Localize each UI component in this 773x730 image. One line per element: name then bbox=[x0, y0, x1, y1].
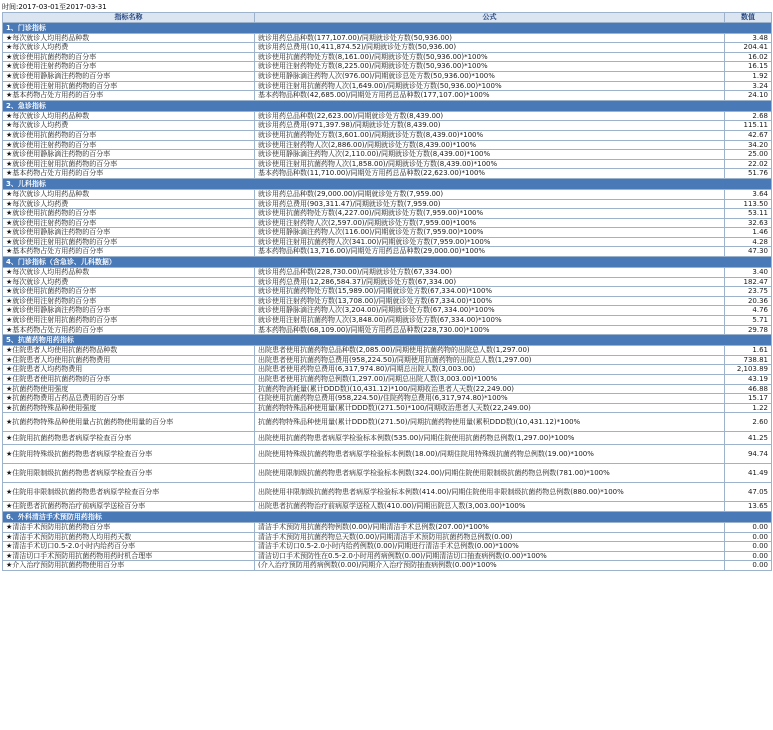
indicator-name-cell: ★就诊使用注射药物的百分率 bbox=[3, 218, 255, 228]
indicator-name-cell: ★清洁切口手术预防用抗菌药物用药时机合理率 bbox=[3, 551, 255, 561]
formula-cell: 就诊使用注射用抗菌药物人次(1,858.00)/同期就诊处方数(8,439.00)*100% bbox=[255, 159, 725, 169]
table-row bbox=[3, 542, 772, 552]
value-cell: 113.50 bbox=[725, 199, 772, 209]
table-row bbox=[3, 384, 772, 394]
table-row bbox=[3, 62, 772, 72]
table-row bbox=[3, 237, 772, 247]
formula-cell: 基本药物品种数(13,716.00)/同期处方用药总品种数(29,000.00)*100% bbox=[255, 247, 725, 257]
table-row bbox=[3, 413, 772, 432]
value-cell: 13.65 bbox=[725, 502, 772, 512]
formula-cell: 就诊用药总品种数(22,623.00)/同期就诊处方数(8,439.00) bbox=[255, 111, 725, 121]
table-row bbox=[3, 130, 772, 140]
table-row bbox=[3, 209, 772, 219]
section-header-row bbox=[3, 100, 772, 111]
value-cell: 2.68 bbox=[725, 111, 772, 121]
table-row bbox=[3, 287, 772, 297]
table-row bbox=[3, 52, 772, 62]
value-cell: 3.64 bbox=[725, 189, 772, 199]
value-cell: 738.81 bbox=[725, 355, 772, 365]
indicator-name-cell: ★清洁手术切口0.5-2.0小时内给药百分率 bbox=[3, 542, 255, 552]
indicator-name-cell: ★就诊使用静脉滴注药物的百分率 bbox=[3, 71, 255, 81]
section-header-row bbox=[3, 511, 772, 522]
indicator-name-cell: ★基本药物占处方用药的百分率 bbox=[3, 247, 255, 257]
formula-cell: 出院使用抗菌药物患者病原学检验标本例数(535.00)/同期住院使用抗菌药物总例数(1,297.00)*100% bbox=[255, 432, 725, 445]
table-row bbox=[3, 111, 772, 121]
indicator-name-cell: ★就诊使用注射药物的百分率 bbox=[3, 62, 255, 72]
formula-cell: 就诊用药总费用(903,311.47)/同期就诊处方数(7,959.00) bbox=[255, 199, 725, 209]
formula-cell: 清洁手术预防用抗菌药物例数(0.00)/同期清洁手术总例数(207.00)*100% bbox=[255, 522, 725, 532]
indicator-name-cell: ★抗菌药物使用强度 bbox=[3, 384, 255, 394]
formula-cell: 就诊使用静脉滴注药物人次(2,110.00)/同期就诊处方数(8,439.00)*100% bbox=[255, 150, 725, 160]
table-row bbox=[3, 71, 772, 81]
indicator-name-cell: ★就诊使用抗菌药物的百分率 bbox=[3, 130, 255, 140]
value-cell: 1.92 bbox=[725, 71, 772, 81]
indicator-name-cell: ★住院患者抗菌药物治疗前病原学送检百分率 bbox=[3, 502, 255, 512]
indicator-name-cell: ★每次就诊人均用药品种数 bbox=[3, 111, 255, 121]
value-cell: 47.30 bbox=[725, 247, 772, 257]
formula-cell: 就诊使用静脉滴注药物人次(976.00)/同期就诊总处方数(50,936.00)*100% bbox=[255, 71, 725, 81]
value-cell: 3.24 bbox=[725, 81, 772, 91]
indicator-name-cell: ★每次就诊人均用药品种数 bbox=[3, 268, 255, 278]
table-row bbox=[3, 277, 772, 287]
table-row bbox=[3, 218, 772, 228]
formula-cell: 出院使用特殊级抗菌药物患者病原学检验标本例数(18.00)/同期住院用特殊级抗菌药物总例数(19.00)*100% bbox=[255, 445, 725, 464]
table-row bbox=[3, 150, 772, 160]
value-cell: 0.00 bbox=[725, 522, 772, 532]
indicator-name-cell: ★每次就诊人均药费 bbox=[3, 199, 255, 209]
section-header-row bbox=[3, 178, 772, 189]
section-header-row bbox=[3, 22, 772, 33]
indicator-name-cell: ★抗菌药物特殊品种使用强度 bbox=[3, 403, 255, 413]
value-cell: 94.74 bbox=[725, 445, 772, 464]
table-row bbox=[3, 394, 772, 404]
formula-cell: 就诊用药总品种数(29,000.00)/同期就诊处方数(7,959.00) bbox=[255, 189, 725, 199]
table-row bbox=[3, 33, 772, 43]
indicator-table bbox=[2, 12, 772, 571]
value-cell: 15.17 bbox=[725, 394, 772, 404]
table-row bbox=[3, 432, 772, 445]
formula-cell: 出院患者使用抗菌药物总费用(958,224.50)/同期使用抗菌药物的出院总人数(1,297.00) bbox=[255, 355, 725, 365]
value-cell: 4.76 bbox=[725, 306, 772, 316]
formula-cell: 清洁手术预防用抗菌药物总天数(0.00)/同期清洁手术预防用抗菌药物总例数(0.00) bbox=[255, 532, 725, 542]
table-row bbox=[3, 189, 772, 199]
formula-cell: 出院使用限制级抗菌药物患者病原学检验标本例数(324.00)/同期住院使用限制级抗菌药物总例数(781.00)*100% bbox=[255, 464, 725, 483]
value-cell: 41.25 bbox=[725, 432, 772, 445]
section-title: 3、儿科指标 bbox=[3, 178, 772, 189]
section-title: 6、外科清洁手术预防用药指标 bbox=[3, 511, 772, 522]
value-cell: 4.28 bbox=[725, 237, 772, 247]
formula-cell: 就诊使用注射药物人次(2,597.00)/同期就诊处方数(7,959.00)*100% bbox=[255, 218, 725, 228]
indicator-name-cell: ★基本药物占处方用药的百分率 bbox=[3, 91, 255, 101]
formula-cell: 就诊用药总品种数(228,730.00)/同期就诊处方数(67,334.00) bbox=[255, 268, 725, 278]
indicator-name-cell: ★就诊使用注射用抗菌药物的百分率 bbox=[3, 237, 255, 247]
section-header-row bbox=[3, 257, 772, 268]
formula-cell: 抗菌药物特殊品种使用量(累计DDD数)(271.50)*100/同期收治患者人天数(22,249.00) bbox=[255, 403, 725, 413]
formula-cell: 就诊使用注射用抗菌药物人次(341.00)/同期就诊处方数(7,959.00)*100% bbox=[255, 237, 725, 247]
table-row bbox=[3, 502, 772, 512]
formula-cell: 出院患者使用抗菌药物总品种数(2,085.00)/同期使用抗菌药物的出院总人数(1,297.00) bbox=[255, 346, 725, 356]
value-cell: 2.60 bbox=[725, 413, 772, 432]
indicator-name-cell: ★清洁手术预防用抗菌药物人均用药天数 bbox=[3, 532, 255, 542]
indicator-name-cell: ★就诊使用抗菌药物的百分率 bbox=[3, 209, 255, 219]
section-title: 1、门诊指标 bbox=[3, 22, 772, 33]
table-row bbox=[3, 346, 772, 356]
value-cell: 20.36 bbox=[725, 296, 772, 306]
table-row bbox=[3, 228, 772, 238]
formula-cell: 就诊用药总费用(10,411,874.52)/同期就诊处方数(50,936.00) bbox=[255, 43, 725, 53]
table-row bbox=[3, 43, 772, 53]
value-cell: 16.02 bbox=[725, 52, 772, 62]
formula-cell: 就诊使用抗菌药物处方数(8,161.00)/同期就诊处方数(50,936.00)*100% bbox=[255, 52, 725, 62]
formula-cell: 抗菌药物特殊品种使用量(累计DDD数)(271.50)/同期抗菌药物使用量(累积DDD数)(10,431.12)*100% bbox=[255, 413, 725, 432]
report-table-container bbox=[2, 12, 771, 571]
value-cell: 204.41 bbox=[725, 43, 772, 53]
formula-cell: 就诊使用抗菌药物处方数(15,989.00)/同期就诊处方数(67,334.00)*100% bbox=[255, 287, 725, 297]
formula-cell: 就诊使用注射药物处方数(13,708.00)/同期就诊处方数(67,334.00)*100% bbox=[255, 296, 725, 306]
indicator-name-cell: ★住院用非限制级抗菌药物患者病原学检查百分率 bbox=[3, 483, 255, 502]
table-row bbox=[3, 159, 772, 169]
value-cell: 115.11 bbox=[725, 121, 772, 131]
formula-cell: 就诊用药总品种数(177,107.00)/同期就诊处方数(50,936.00) bbox=[255, 33, 725, 43]
section-title: 5、抗菌药物用药指标 bbox=[3, 335, 772, 346]
header-value: 数值 bbox=[725, 13, 772, 23]
table-row bbox=[3, 169, 772, 179]
indicator-name-cell: ★就诊使用注射药物的百分率 bbox=[3, 296, 255, 306]
value-cell: 1.61 bbox=[725, 346, 772, 356]
formula-cell: 就诊使用静脉滴注药物人次(3,204.00)/同期就诊处方数(67,334.00)*100% bbox=[255, 306, 725, 316]
indicator-name-cell: ★就诊使用静脉滴注药物的百分率 bbox=[3, 150, 255, 160]
value-cell: 29.78 bbox=[725, 325, 772, 335]
value-cell: 1.22 bbox=[725, 403, 772, 413]
section-title: 2、急诊指标 bbox=[3, 100, 772, 111]
value-cell: 34.20 bbox=[725, 140, 772, 150]
value-cell: 46.88 bbox=[725, 384, 772, 394]
value-cell: 0.00 bbox=[725, 532, 772, 542]
table-row bbox=[3, 81, 772, 91]
value-cell: 25.00 bbox=[725, 150, 772, 160]
formula-cell: 出院患者抗菌药物治疗前病原学送检人数(410.00)/同期出院总人数(3,003.00)*100% bbox=[255, 502, 725, 512]
indicator-name-cell: ★每次就诊人均药费 bbox=[3, 43, 255, 53]
indicator-name-cell: ★每次就诊人均药费 bbox=[3, 121, 255, 131]
formula-cell: 基本药物品种数(42,685.00)/同期处方用药总品种数(177,107.00)*100% bbox=[255, 91, 725, 101]
table-row bbox=[3, 306, 772, 316]
table-row bbox=[3, 247, 772, 257]
indicator-name-cell: ★就诊使用抗菌药物的百分率 bbox=[3, 287, 255, 297]
formula-cell: 基本药物品种数(11,710.00)/同期处方用药总品种数(22,623.00)*100% bbox=[255, 169, 725, 179]
indicator-name-cell: ★就诊使用注射药物的百分率 bbox=[3, 140, 255, 150]
indicator-name-cell: ★住院患者人均药物费用 bbox=[3, 365, 255, 375]
formula-cell: 就诊使用抗菌药物处方数(4,227.00)/同期就诊处方数(7,959.00)*100% bbox=[255, 209, 725, 219]
value-cell: 32.63 bbox=[725, 218, 772, 228]
table-row bbox=[3, 355, 772, 365]
table-row bbox=[3, 91, 772, 101]
table-row bbox=[3, 403, 772, 413]
indicator-name-cell: ★住院用抗菌药物患者病原学检查百分率 bbox=[3, 432, 255, 445]
value-cell: 0.00 bbox=[725, 551, 772, 561]
indicator-name-cell: ★基本药物占处方用药的百分率 bbox=[3, 169, 255, 179]
indicator-name-cell: ★住院患者人均使用抗菌药物费用 bbox=[3, 355, 255, 365]
value-cell: 53.11 bbox=[725, 209, 772, 219]
indicator-name-cell: ★抗菌药物费用占药品总费用的百分率 bbox=[3, 394, 255, 404]
formula-cell: 抗菌药物消耗量(累计DDD数)(10,431.12)*100/同期收治患者人天数(22,249.00) bbox=[255, 384, 725, 394]
indicator-name-cell: ★就诊使用静脉滴注药物的百分率 bbox=[3, 306, 255, 316]
formula-cell: 出院使用非限制级抗菌药物患者病原学检验标本例数(414.00)/同期住院使用非限制级抗菌药物总例数(880.00)*100% bbox=[255, 483, 725, 502]
indicator-name-cell: ★每次就诊人均药费 bbox=[3, 277, 255, 287]
table-row bbox=[3, 522, 772, 532]
indicator-name-cell: ★住院用限制级抗菌药物患者病原学检查百分率 bbox=[3, 464, 255, 483]
indicator-name-cell: ★住院用特殊级抗菌药物患者病原学检查百分率 bbox=[3, 445, 255, 464]
table-header-row bbox=[3, 13, 772, 23]
table-row bbox=[3, 551, 772, 561]
table-row bbox=[3, 365, 772, 375]
value-cell: 5.71 bbox=[725, 316, 772, 326]
value-cell: 182.47 bbox=[725, 277, 772, 287]
report-time-range: 时间:2017-03-01至2017-03-31 bbox=[2, 3, 107, 11]
value-cell: 16.15 bbox=[725, 62, 772, 72]
table-row bbox=[3, 483, 772, 502]
header-indicator-name: 指标名称 bbox=[3, 13, 255, 23]
value-cell: 51.76 bbox=[725, 169, 772, 179]
value-cell: 47.05 bbox=[725, 483, 772, 502]
value-cell: 0.00 bbox=[725, 561, 772, 571]
indicator-name-cell: ★基本药物占处方用药的百分率 bbox=[3, 325, 255, 335]
section-title: 4、门诊指标（含急诊、儿科数据） bbox=[3, 257, 772, 268]
value-cell: 0.00 bbox=[725, 542, 772, 552]
indicator-name-cell: ★就诊使用静脉滴注药物的百分率 bbox=[3, 228, 255, 238]
value-cell: 3.48 bbox=[725, 33, 772, 43]
indicator-name-cell: ★抗菌药物特殊品种使用量占抗菌药物使用量的百分率 bbox=[3, 413, 255, 432]
formula-cell: 就诊用药总费用(12,286,584.37)/同期就诊处方数(67,334.00) bbox=[255, 277, 725, 287]
formula-cell: 清洁手术切口0.5-2.0小时内给药例数(0.00)/同期进行清洁手术总例数(0.00)*100% bbox=[255, 542, 725, 552]
table-row bbox=[3, 268, 772, 278]
indicator-name-cell: ★就诊使用注射用抗菌药物的百分率 bbox=[3, 159, 255, 169]
value-cell: 43.19 bbox=[725, 375, 772, 385]
value-cell: 2,103.89 bbox=[725, 365, 772, 375]
formula-cell: 就诊使用抗菌药物处方数(3,601.00)/同期就诊处方数(8,439.00)*100% bbox=[255, 130, 725, 140]
value-cell: 3.40 bbox=[725, 268, 772, 278]
formula-cell: 出院患者使用药物总费用(6,317,974.80)/同期总出院人数(3,003.00) bbox=[255, 365, 725, 375]
indicator-name-cell: ★住院患者使用抗菌药物的百分率 bbox=[3, 375, 255, 385]
table-row bbox=[3, 296, 772, 306]
formula-cell: (介入治疗预防用药病例数(0.00)/同期介入治疗预防抽查病例数(0.00)*100% bbox=[255, 561, 725, 571]
indicator-name-cell: ★住院患者人均使用抗菌药物品种数 bbox=[3, 346, 255, 356]
table-row bbox=[3, 199, 772, 209]
table-row bbox=[3, 445, 772, 464]
indicator-name-cell: ★每次就诊人均用药品种数 bbox=[3, 189, 255, 199]
value-cell: 41.49 bbox=[725, 464, 772, 483]
table-row bbox=[3, 325, 772, 335]
table-row bbox=[3, 375, 772, 385]
formula-cell: 就诊使用注射药物人次(2,886.00)/同期就诊处方数(8,439.00)*100% bbox=[255, 140, 725, 150]
formula-cell: 就诊使用静脉滴注药物人次(116.00)/同期就诊处方数(7,959.00)*100% bbox=[255, 228, 725, 238]
value-cell: 42.67 bbox=[725, 130, 772, 140]
indicator-name-cell: ★就诊使用抗菌药物的百分率 bbox=[3, 52, 255, 62]
formula-cell: 清洁切口手术预防性在0.5-2.0小时用药病例数(0.00)/同期清洁切口抽查病例数(0.00)*100% bbox=[255, 551, 725, 561]
table-row bbox=[3, 316, 772, 326]
table-row bbox=[3, 140, 772, 150]
formula-cell: 就诊使用注射药物处方数(8,225.00)/同期就诊处方数(50,936.00)*100% bbox=[255, 62, 725, 72]
table-row bbox=[3, 464, 772, 483]
section-header-row bbox=[3, 335, 772, 346]
formula-cell: 就诊用药总费用(971,397.98)/同期就诊处方数(8,439.00) bbox=[255, 121, 725, 131]
table-row bbox=[3, 561, 772, 571]
formula-cell: 出院患者使用抗菌药物总例数(1,297.00)/同期总出院人数(3,003.00)*100% bbox=[255, 375, 725, 385]
value-cell: 23.75 bbox=[725, 287, 772, 297]
formula-cell: 基本药物品种数(68,109.00)/同期处方用药总品种数(228,730.00)*100% bbox=[255, 325, 725, 335]
formula-cell: 就诊使用注射用抗菌药物人次(1,649.00)/同期就诊处方数(50,936.00)*100% bbox=[255, 81, 725, 91]
indicator-name-cell: ★清洁手术预防用抗菌药物百分率 bbox=[3, 522, 255, 532]
indicator-name-cell: ★就诊使用注射用抗菌药物的百分率 bbox=[3, 316, 255, 326]
indicator-name-cell: ★每次就诊人均用药品种数 bbox=[3, 33, 255, 43]
value-cell: 24.10 bbox=[725, 91, 772, 101]
indicator-name-cell: ★就诊使用注射用抗菌药物的百分率 bbox=[3, 81, 255, 91]
table-row bbox=[3, 532, 772, 542]
value-cell: 22.02 bbox=[725, 159, 772, 169]
table-row bbox=[3, 121, 772, 131]
indicator-name-cell: ★介入治疗预防用抗菌药物使用百分率 bbox=[3, 561, 255, 571]
header-formula: 公式 bbox=[255, 13, 725, 23]
formula-cell: 住院使用抗菌药物总费用(958,224.50)/住院药物总费用(6,317,974.80)*100% bbox=[255, 394, 725, 404]
value-cell: 1.46 bbox=[725, 228, 772, 238]
formula-cell: 就诊使用注射用抗菌药物人次(3,848.00)/同期就诊处方数(67,334.00)*100% bbox=[255, 316, 725, 326]
